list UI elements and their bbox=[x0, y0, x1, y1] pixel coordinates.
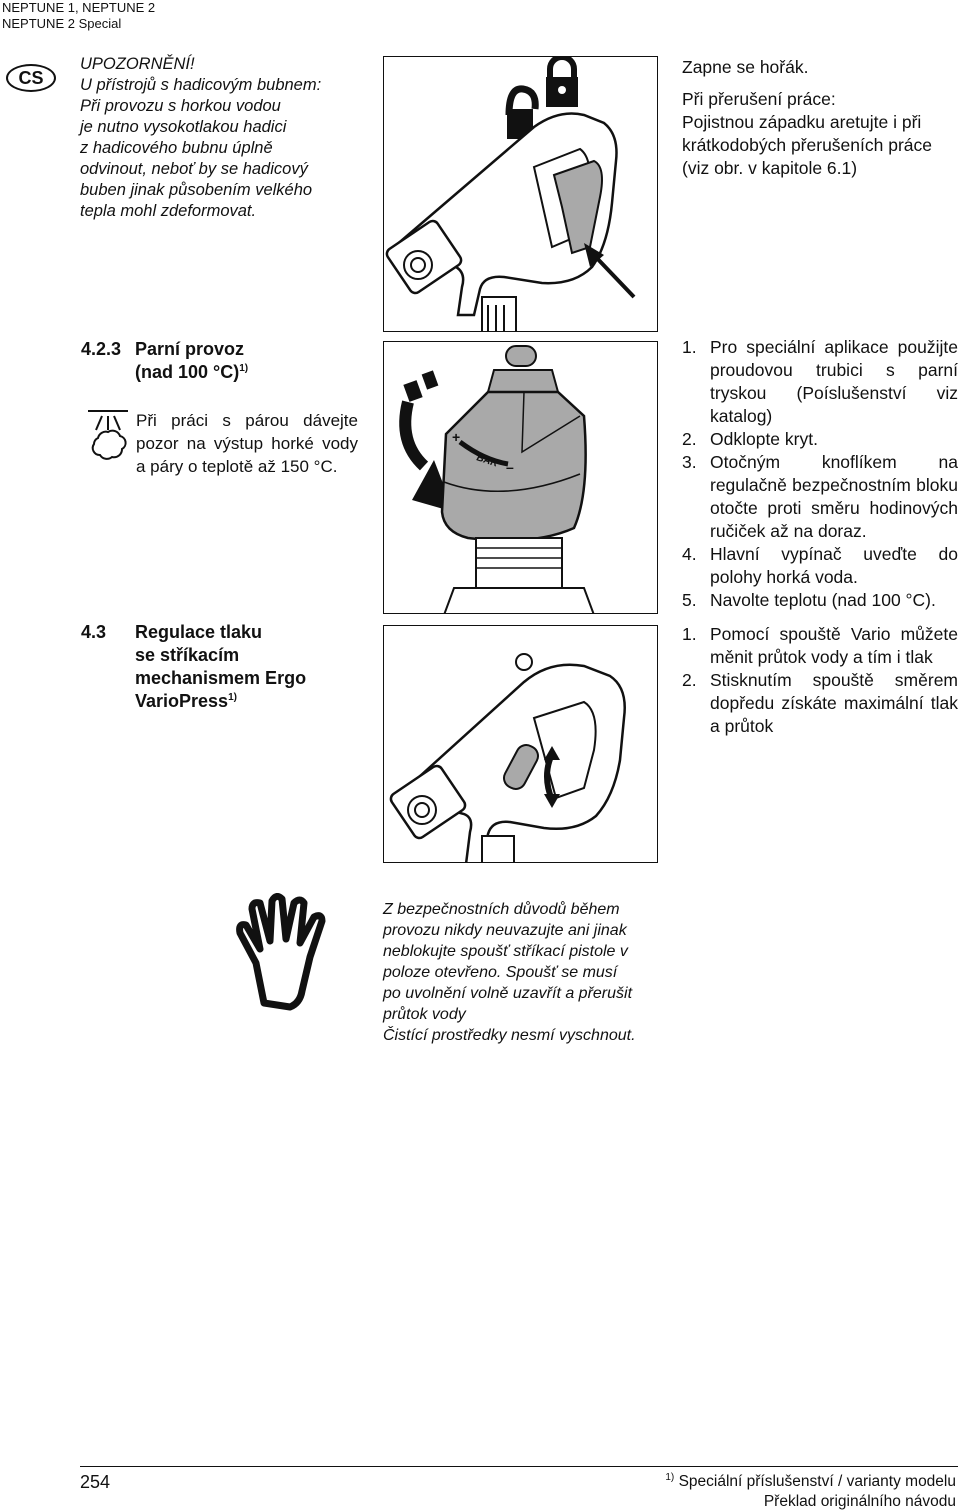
language-badge: CS bbox=[6, 64, 56, 92]
caution-line: Čistící prostředky nesmí vyschnout. bbox=[383, 1027, 636, 1044]
footnote-ref: 1) bbox=[228, 692, 237, 703]
padlock-icon bbox=[546, 57, 578, 107]
warning-line: Při provozu s horkou vodou bbox=[80, 97, 281, 115]
section-title-line: VarioPress$^{1)}$ bbox=[135, 691, 237, 711]
page-number: 254 bbox=[80, 1472, 111, 1492]
interruption-text-line: (viz obr. v kapitole 6.1) bbox=[682, 158, 858, 178]
warning-line: je nutno vysokotlakou hadici bbox=[80, 118, 287, 136]
caution-line: provozu nikdy neuvazujte ani jinak bbox=[383, 922, 627, 939]
list-item: 1. Pro speciální aplikace použijte proudovou trubici s parní tryskou (Poíslušenství viz katalog) bbox=[682, 337, 958, 426]
section-title-line: Regulace tlaku bbox=[135, 622, 263, 642]
steam-warning-text: Při práci s párou dávejte pozor na výstup horké vody a páry o teplotě až 150 °C. bbox=[136, 411, 358, 476]
section-title-line: mechanismem Ergo bbox=[135, 668, 307, 688]
section-title-line: (nad 100 °C)$^{1)}$ bbox=[135, 362, 249, 382]
caution-line: poloze otevřeno. Spoušť se musí bbox=[383, 964, 618, 981]
warning-line: tepla mohl zdeformovat. bbox=[80, 202, 257, 220]
model-name-line2: NEPTUNE 2 Special bbox=[2, 16, 122, 31]
caution-line: Z bezpečnostních důvodů během bbox=[383, 901, 620, 918]
footer-notes bbox=[665, 1472, 956, 1512]
warning-line: odvinout, neboť by se hadicový bbox=[80, 160, 308, 178]
hot-steam-icon bbox=[84, 408, 132, 464]
caution-line: průtok vody bbox=[383, 1006, 466, 1023]
warning-line: buben jinak působením velkého bbox=[80, 181, 313, 199]
translation-note: Překlad originálního návodu bbox=[763, 1493, 956, 1510]
burner-text bbox=[682, 56, 958, 180]
figure-vario-press-gun bbox=[383, 625, 658, 863]
interruption-heading: Při přerušení práce: bbox=[682, 89, 836, 109]
hose-reel-warning bbox=[80, 54, 375, 222]
pressure-steps-list bbox=[682, 623, 958, 738]
model-name-line1: NEPTUNE 1, NEPTUNE 2 bbox=[2, 0, 156, 15]
knob-bar-label: BAR bbox=[475, 452, 500, 470]
safety-caution bbox=[383, 899, 683, 1046]
interruption-text-line: Pojistnou západku aretujte i při bbox=[682, 112, 922, 132]
footer-divider bbox=[80, 1466, 958, 1467]
steam-steps-list bbox=[682, 336, 958, 612]
warning-line: U přístrojů s hadicovým bubnem: bbox=[80, 76, 322, 94]
list-item: 2. Stisknutím spouště směrem dopředu získáte maximální tlak a průtok bbox=[682, 670, 958, 736]
interruption-text-line: krátkodobých přerušeních práce bbox=[682, 135, 932, 155]
caution-line: neblokujte spoušť stříkací pistole v bbox=[383, 943, 628, 960]
knob-plus-label: + bbox=[452, 429, 461, 445]
section-title-line: se stříkacím bbox=[135, 645, 240, 665]
footnote-mark: 1) bbox=[665, 1471, 675, 1483]
list-item: 2. Odklopte kryt. bbox=[682, 429, 818, 449]
list-item: 4. Hlavní vypínač uveďte do polohy horká voda. bbox=[682, 544, 958, 587]
figure-gun-safety-lock bbox=[383, 56, 658, 332]
footnote-ref: 1) bbox=[239, 363, 249, 374]
burner-on-text: Zapne se hořák. bbox=[682, 57, 809, 77]
footnote: $^{1)}$ Speciální příslušenství / varianty modelu bbox=[665, 1471, 956, 1490]
warning-line: z hadicového bubnu úplně bbox=[80, 139, 273, 157]
section-title-line: Parní provoz bbox=[135, 339, 245, 359]
list-item: 3. Otočným knoflíkem na regulačně bezpečnostním bloku otočte proti směru hodinových ručiček až na doraz. bbox=[682, 452, 958, 541]
list-item: 5. Navolte teplotu (nad 100 °C). bbox=[682, 590, 936, 610]
section-number: 4.2.3 bbox=[81, 339, 122, 359]
stop-hand-icon bbox=[234, 893, 338, 1013]
section-number: 4.3 bbox=[81, 622, 107, 642]
knob-minus-label: – bbox=[506, 459, 514, 475]
warning-title: UPOZORNĚNÍ! bbox=[80, 55, 195, 73]
section-heading-pressure bbox=[81, 621, 371, 713]
section-heading-steam bbox=[81, 338, 371, 384]
figure-pressure-knob bbox=[383, 341, 658, 614]
caution-line: po uvolnění volně uzavřít a přerušit bbox=[383, 985, 633, 1002]
list-item: 1. Pomocí spouště Vario můžete měnit průtok vody a tím i tlak bbox=[682, 624, 958, 667]
